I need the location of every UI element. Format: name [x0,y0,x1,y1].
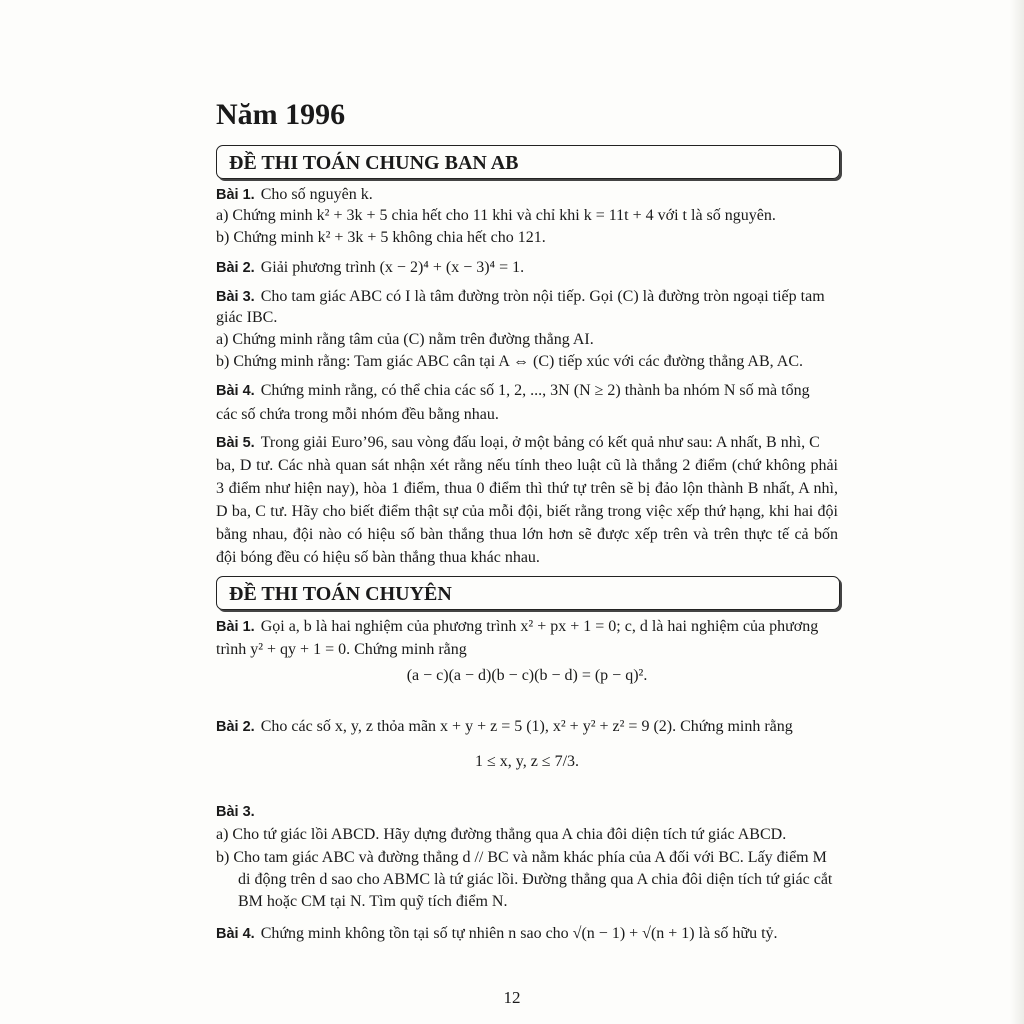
problem-line: b) Chứng minh rằng: Tam giác ABC cân tại A ⇔ (C) tiếp xúc với các đường thẳng AB, AC. [216,353,803,370]
problem-line [216,617,838,637]
section-heading-box [216,145,840,179]
problem-line [216,258,838,278]
problem-text: Gọi a, b là hai nghiệm của phương trình x² + px + 1 = 0; c, d là hai nghiệm của phương [260,618,819,635]
problem-line [216,802,838,822]
section-heading: ĐỀ THI TOÁN CHUYÊN [229,583,452,605]
problem-line: đội bóng đều có hiệu số bàn thắng thua khác nhau. [216,549,540,566]
problem-text: Chứng minh rằng, có thể chia các số 1, 2, ..., 3N (N ≥ 2) thành ba nhóm N số mà tổng [260,382,810,399]
problem-line: b) Cho tam giác ABC và đường thẳng d // BC và nằm khác phía của A đối với BC. Lấy điểm M [216,849,827,866]
problem-line [216,287,838,307]
problem-text: Chứng minh không tồn tại số tự nhiên n sao cho √(n − 1) + √(n + 1) là số hữu tỷ. [260,925,778,942]
problem-text: Cho số nguyên k. [260,186,373,203]
problem-label: Bài 2. [216,719,255,735]
problem-line: BM hoặc CM tại N. Tìm quỹ tích điểm N. [238,893,508,910]
problem-line: 3 điểm như hiện nay), hòa 1 điểm, thua 0 điểm thì thứ tự trên sẽ bị đảo lộn thành B nhất, A nhì, [216,480,838,497]
problem-line: a) Chứng minh k² + 3k + 5 chia hết cho 11 khi và chỉ khi k = 11t + 4 với t là số nguyên. [216,207,776,224]
formula: 1 ≤ x, y, z ≤ 7/3. [474,753,580,770]
problem-text: Cho các số x, y, z thỏa mãn x + y + z = 5 (1), x² + y² + z² = 9 (2). Chứng minh rằng [260,718,793,735]
problem-line: b) Chứng minh k² + 3k + 5 không chia hết cho 121. [216,229,546,246]
problem-line [216,717,838,737]
problem-line: D ba, C tư. Hãy cho biết điểm thật sự của mỗi đội, biết rằng trong việc xếp thứ hạng, khi hai đội [216,503,838,520]
problem-line: ba, D tư. Các nhà quan sát nhận xét rằng nếu tính theo luật cũ là thắng 2 điểm (chứ không phải [216,457,838,474]
problem-label: Bài 4. [216,926,255,942]
section-heading: ĐỀ THI TOÁN CHUNG BAN AB [229,152,519,174]
page-title: Năm 1996 [216,98,346,131]
problem-line [216,185,838,205]
problem-line: giác IBC. [216,309,278,326]
problem-line: bằng nhau, đội nào có hiệu số bàn thắng thua lớn hơn sẽ được xếp trên và trên thực tế cả bốn [216,526,838,543]
problem-line [216,433,838,453]
problem-text: Cho tam giác ABC có I là tâm đường tròn nội tiếp. Gọi (C) là đường tròn ngoại tiếp tam [260,288,825,305]
problem-line: di động trên d sao cho ABMC là tứ giác lồi. Đường thẳng qua A chia đôi diện tích tứ giác cắt [238,871,833,888]
problem-label: Bài 1. [216,187,255,203]
problem-label: Bài 3. [216,804,255,820]
problem-line [216,381,838,401]
problem-label: Bài 4. [216,383,255,399]
problem-label: Bài 5. [216,435,255,451]
page-number: 12 [503,988,521,1007]
problem-text: Giải phương trình (x − 2)⁴ + (x − 3)⁴ = 1. [260,259,525,276]
problem-line [216,924,838,944]
formula: (a − c)(a − d)(b − c)(b − d) = (p − q)². [406,667,648,684]
section-heading-box [216,576,840,610]
problem-line: a) Cho tứ giác lồi ABCD. Hãy dựng đường thẳng qua A chia đôi diện tích tứ giác ABCD. [216,826,787,843]
problem-label: Bài 1. [216,619,255,635]
problem-label: Bài 3. [216,289,255,305]
problem-text: Trong giải Euro’96, sau vòng đấu loại, ở một bảng có kết quả như sau: A nhất, B nhì, C [260,434,820,451]
problem-line: các số chứa trong mỗi nhóm đều bằng nhau. [216,406,499,423]
problem-line: trình y² + qy + 1 = 0. Chứng minh rằng [216,641,467,658]
problem-label: Bài 2. [216,260,255,276]
page-edge-shadow [1010,0,1024,1024]
problem-line: a) Chứng minh rằng tâm của (C) nằm trên đường thẳng AI. [216,331,594,348]
